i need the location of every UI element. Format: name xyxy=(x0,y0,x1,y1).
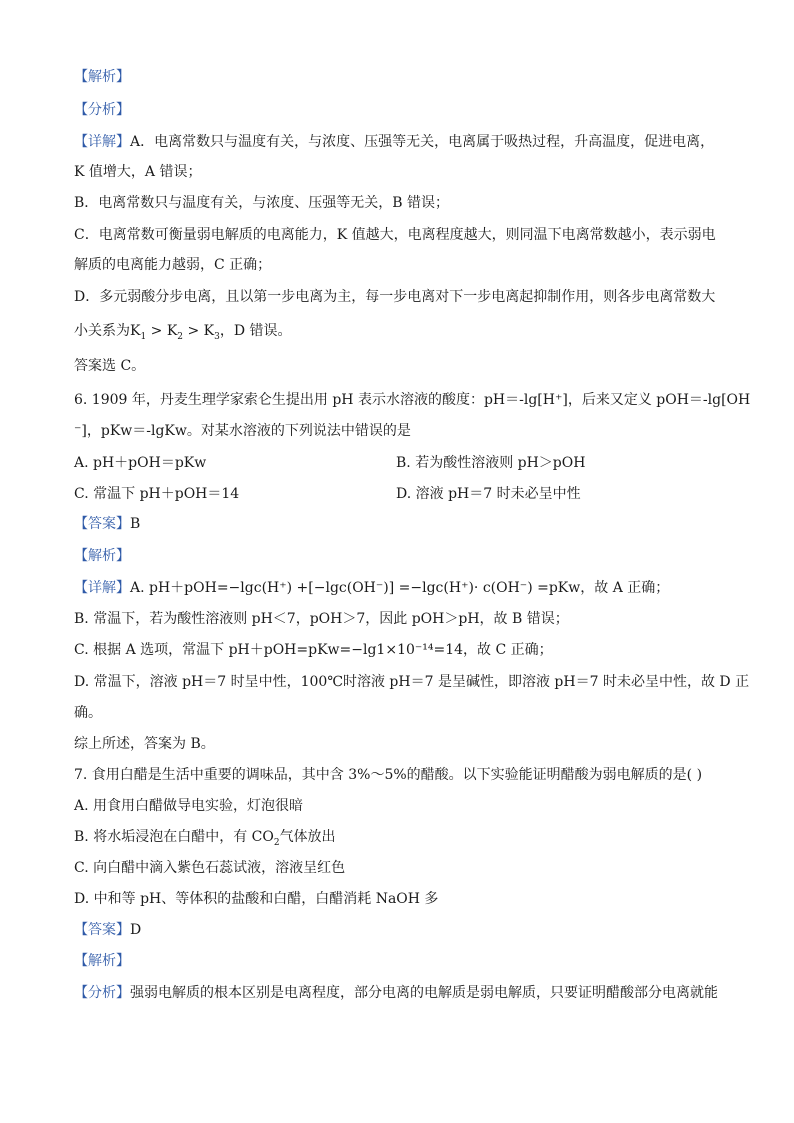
q5-answer: 答案选 C。 xyxy=(74,358,146,374)
q5-xiangjie-line3: B．电离常数只与温度有关，与浓度、压强等无关，B 错误； xyxy=(74,195,450,211)
q5-l7-prefix: 小关系为 xyxy=(74,323,130,339)
q7-answer-value: D xyxy=(130,922,142,938)
q5-xiangjie-line5: 解质的电离能力越弱，C 正确； xyxy=(74,257,272,273)
q6-xiangjie-line2: B. 常温下，若为酸性溶液则 pH＜7，pOH＞7，因此 pOH＞pH，故 B 错误； xyxy=(74,611,569,627)
q7-option-a: A. 用食用白醋做导电实验，灯泡很暗 xyxy=(74,798,304,814)
xiangjie-tag: 【详解】 xyxy=(74,134,130,150)
q5-fenxi-heading xyxy=(74,101,130,119)
q6-answer-line xyxy=(74,515,140,533)
q6-xiangjie-line3: C. 根据 A 选项，常温下 pH＋pOH=pKw=−lg1×10⁻¹⁴=14，故 C 正确； xyxy=(74,642,553,658)
q5-xiangjie-line2: K 值增大，A 错误； xyxy=(74,164,202,180)
q7-stem: 7. 食用白醋是生活中重要的调味品，其中含 3%～5%的醋酸。以下实验能证明醋酸为弱电解质的是( ) xyxy=(74,767,703,783)
q6-option-b: B. 若为酸性溶液则 pH＞pOH xyxy=(396,455,586,471)
q7-jiexi-heading xyxy=(74,952,130,970)
q5-xiangjie-text1: A．电离常数只与温度有关，与浓度、压强等无关，电离属于吸热过程，升高温度，促进电离， xyxy=(130,134,715,150)
q6-summary: 综上所述，答案为 B。 xyxy=(74,736,215,752)
q7-fenxi-text: 强弱电解质的根本区别是电离程度，部分电离的电解质是弱电解质，只要证明醋酸部分电离就能 xyxy=(130,985,718,1001)
q6-option-c: C. 常温下 pH＋pOH＝14 xyxy=(74,486,240,502)
jiexi-tag: 【解析】 xyxy=(74,69,130,85)
daan-tag: 【答案】 xyxy=(74,922,130,938)
q6-xiangjie-line1 xyxy=(74,579,669,597)
jiexi-tag: 【解析】 xyxy=(74,953,130,969)
q5-xiangjie-line7 xyxy=(74,322,292,340)
q5-l7-suffix: ，D 错误。 xyxy=(219,323,292,339)
fenxi-tag: 【分析】 xyxy=(74,985,130,1001)
q5-xiangjie-line1 xyxy=(74,133,714,151)
xiangjie-tag: 【详解】 xyxy=(74,580,130,596)
q7-answer-line xyxy=(74,921,141,939)
q6-option-d: D. 溶液 pH＝7 时未必呈中性 xyxy=(396,486,581,502)
q5-jiexi-heading xyxy=(74,68,130,86)
daan-tag: 【答案】 xyxy=(74,516,130,532)
q7-option-b-suffix: 气体放出 xyxy=(279,829,336,845)
q6-stem-line1: 6. 1909 年，丹麦生理学家索仑生提出用 pH 表示水溶液的酸度：pH＝-lg[H⁺]，后来又定义 pOH＝-lg[OH xyxy=(74,392,751,408)
q6-xiangjie-line4: D. 常温下，溶液 pH＝7 时呈中性，100℃时溶液 pH＝7 是呈碱性，即溶液 pH＝7 时未必呈中性，故 D 正 xyxy=(74,674,750,690)
q6-jiexi-heading xyxy=(74,547,130,565)
q7-option-b: B. 将水垢浸泡在白醋中，有 $CO_2$气体放出 xyxy=(74,829,336,848)
q6-options-row1 xyxy=(74,454,206,472)
q5-xiangjie-line6: D．多元弱酸分步电离，且以第一步电离为主，每一步电离对下一步电离起抑制作用，则各步电离常数大 xyxy=(74,289,716,305)
jiexi-tag: 【解析】 xyxy=(74,548,130,564)
q6-stem-line2: ⁻]，pKw＝-lgKw。对某水溶液的下列说法中错误的是 xyxy=(74,423,411,439)
q7-option-d: D. 中和等 pH、等体积的盐酸和白醋，白醋消耗 NaOH 多 xyxy=(74,891,439,907)
q6-answer-value: B xyxy=(130,516,141,532)
q6-xiangjie-line5: 确。 xyxy=(74,705,102,721)
q7-option-b-prefix: B. 将水垢浸泡在白醋中，有 CO xyxy=(74,829,274,845)
q7-option-c: C. 向白醋中滴入紫色石蕊试液，溶液呈红色 xyxy=(74,860,346,876)
q6-xiangjie-text1: A. pH＋pOH=−lgc(H⁺) +[−lgc(OH⁻)] =−lgc(H⁺)· c(OH⁻) =pKw，故 A 正确； xyxy=(130,580,670,596)
fenxi-tag: 【分析】 xyxy=(74,102,130,118)
k-relation-formula: $K_1 > K_2 > K_3$ xyxy=(130,323,220,342)
q7-fenxi-line xyxy=(74,984,718,1002)
q6-option-a: A. pH＋pOH＝pKw xyxy=(74,455,207,471)
q5-xiangjie-line4: C．电离常数可衡量弱电解质的电离能力，K 值越大，电离程度越大，则同温下电离常数越小，表示弱电 xyxy=(74,227,716,243)
